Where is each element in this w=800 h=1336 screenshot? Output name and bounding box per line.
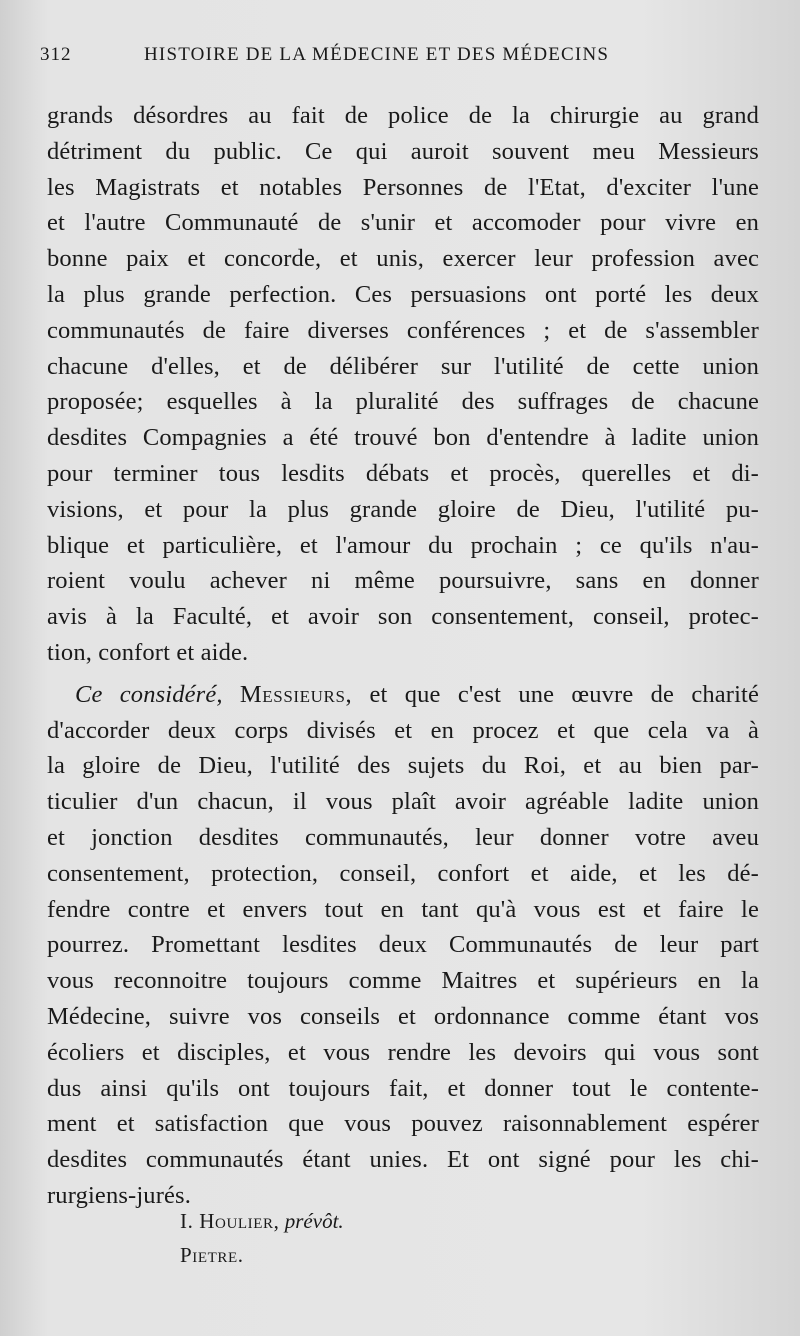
text-line: vous reconnoitre toujours comme Maitres et supérieurs en la	[47, 967, 759, 995]
text-line: et l'autre Communauté de s'unir et accomoder pour vivre en	[47, 209, 759, 237]
text-line: chacune d'elles, et de délibérer sur l'utilité de cette union	[47, 352, 759, 380]
page-number: 312	[40, 44, 72, 65]
text-line: rurgiens-jurés.	[47, 1181, 191, 1209]
text-line: d'accorder deux corps divisés et en procez et que cela va à	[47, 716, 759, 744]
signature-line	[180, 1204, 344, 1238]
text-line: écoliers et disciples, et vous rendre les devoirs qui vous sont	[47, 1038, 759, 1066]
text-line: communautés de faire diverses conférences ; et de s'assembler	[47, 316, 759, 344]
text-run: et que c'est une œuvre de charité	[369, 680, 760, 708]
text-line: ticulier d'un chacun, il vous plaît avoir agréable ladite union	[47, 788, 759, 816]
signatory-name: I. Houlier,	[180, 1209, 280, 1233]
text-line: desdites communautés étant unies. Et ont signé pour les chi-	[47, 1146, 759, 1174]
paragraph-1	[47, 98, 759, 671]
text-line-first	[47, 677, 759, 713]
text-line: avis à la Faculté, et avoir son consentement, conseil, protec-	[47, 603, 759, 631]
text-line: détriment du public. Ce qui auroit souvent meu Messieurs	[47, 137, 759, 165]
text-line: visions, et pour la plus grande gloire de Dieu, l'utilité pu-	[47, 495, 759, 523]
text-line: grands désordres au fait de police de la chirurgie au grand	[47, 102, 759, 129]
paragraph-2	[47, 677, 759, 1214]
text-line: desdites Compagnies a été trouvé bon d'entendre à ladite union	[47, 424, 759, 452]
text-line: les Magistrats et notables Personnes de l'Etat, d'exciter l'une	[47, 173, 759, 201]
body-text	[47, 98, 759, 1214]
text-line: blique et particulière, et l'amour du prochain ; ce qu'ils n'au-	[47, 531, 759, 559]
text-line: et jonction desdites communautés, leur donner votre aveu	[47, 823, 759, 851]
signature-block	[180, 1204, 344, 1272]
signatory-name: Pietre.	[180, 1243, 244, 1267]
smallcaps-word: Messieurs,	[239, 680, 353, 708]
text-line: pourrez. Promettant lesdites deux Communautés de leur part	[47, 931, 759, 959]
text-line: roient voulu achever ni même poursuivre, sans en donner	[47, 567, 759, 595]
text-line: Médecine, suivre vos conseils et ordonnance comme étant vos	[47, 1002, 759, 1030]
text-line: ment et satisfaction que vous pouvez raisonnablement espérer	[47, 1110, 759, 1138]
text-line: fendre contre et envers tout en tant qu'à vous est et faire le	[47, 895, 759, 923]
text-line: dus ainsi qu'ils ont toujours fait, et donner tout le contente-	[47, 1074, 759, 1102]
text-line: bonne paix et concorde, et unis, exercer leur profession avec	[47, 245, 759, 273]
text-line: la gloire de Dieu, l'utilité des sujets du Roi, et au bien par-	[47, 752, 759, 780]
text-line: la plus grande perfection. Ces persuasions ont porté les deux	[47, 280, 759, 308]
text-line: consentement, protection, conseil, confort et aide, et les dé-	[47, 859, 759, 887]
text-line: pour terminer tous lesdits débats et procès, querelles et di-	[47, 459, 759, 487]
page-header	[40, 44, 760, 74]
text-line: tion, confort et aide.	[47, 638, 249, 666]
signatory-title: prévôt.	[284, 1209, 344, 1233]
running-head: HISTOIRE DE LA MÉDECINE ET DES MÉDECINS	[144, 44, 610, 65]
italic-phrase: Ce considéré,	[75, 680, 223, 708]
text-line: proposée; esquelles à la pluralité des suffrages de chacune	[47, 388, 759, 416]
